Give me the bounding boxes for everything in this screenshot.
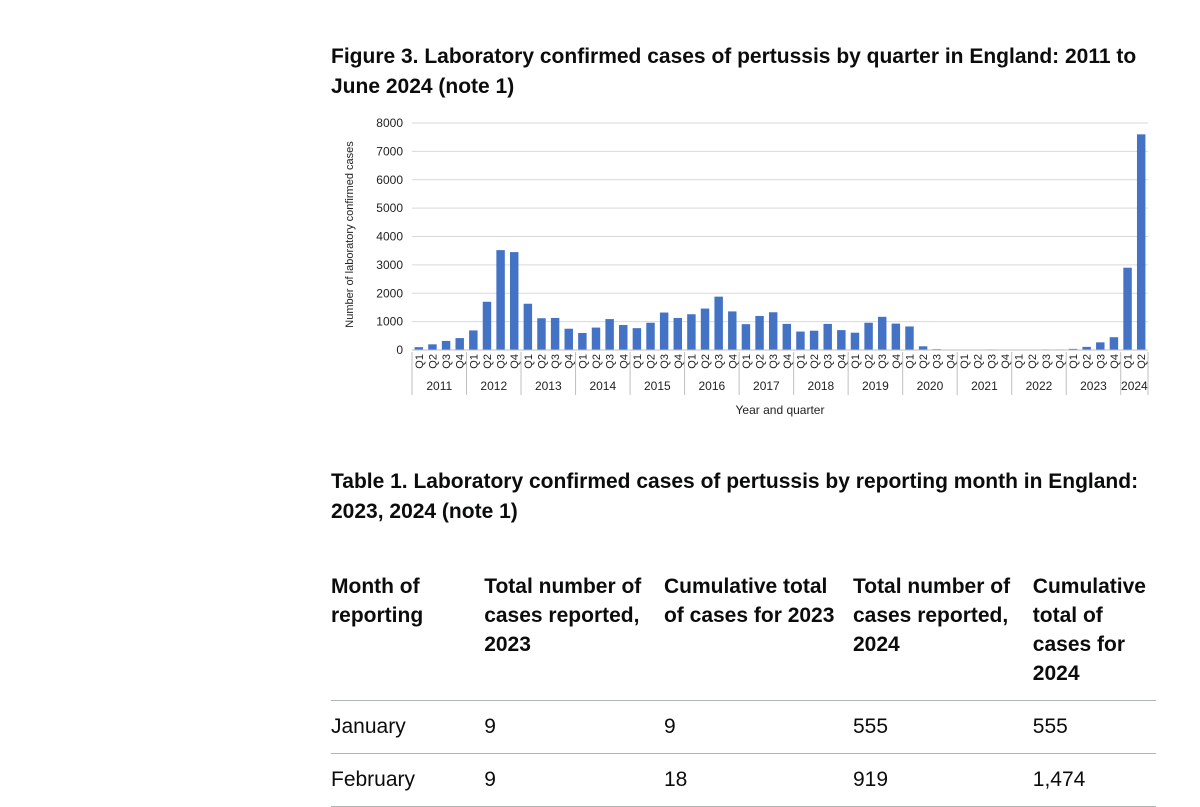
bar (633, 328, 641, 350)
bar (810, 331, 818, 350)
year-label: 2016 (699, 379, 726, 393)
bar (783, 324, 791, 350)
bar (646, 323, 654, 350)
bar (905, 326, 913, 350)
y-tick-label: 8000 (376, 116, 403, 130)
x-tick-label: Q3 (550, 354, 562, 369)
x-tick-label: Q4 (618, 354, 630, 369)
bar (742, 324, 750, 350)
year-label: 2017 (753, 379, 780, 393)
y-tick-label: 2000 (376, 286, 403, 300)
table-cell: 9 (484, 754, 664, 807)
year-label: 2022 (1026, 379, 1053, 393)
year-label: 2021 (971, 379, 998, 393)
x-tick-label: Q4 (673, 354, 685, 369)
column-header-total-2024: Total number of cases reported, 2024 (853, 572, 1033, 701)
x-tick-label: Q1 (1123, 354, 1135, 369)
x-tick-label: Q1 (577, 354, 589, 369)
x-tick-label: Q3 (714, 354, 726, 369)
bar (755, 316, 763, 350)
bar (837, 330, 845, 350)
x-tick-label: Q2 (973, 354, 985, 369)
x-tick-label: Q3 (823, 354, 835, 369)
table-cell: January (331, 701, 484, 754)
y-axis-title: Number of laboratory confirmed cases (344, 141, 356, 328)
x-tick-label: Q1 (414, 354, 426, 369)
bar (551, 318, 559, 350)
table-title: Table 1. Laboratory confirmed cases of pertussis by reporting month in England: 2023, 2024 (note 1) (331, 467, 1151, 527)
year-label: 2018 (808, 379, 835, 393)
bar (769, 312, 777, 350)
x-tick-label: Q1 (850, 354, 862, 369)
bar (578, 333, 586, 350)
bar (455, 338, 463, 350)
x-tick-label: Q3 (496, 354, 508, 369)
bar (674, 318, 682, 350)
bar (1123, 268, 1131, 350)
x-tick-label: Q1 (795, 354, 807, 369)
x-tick-label: Q2 (646, 354, 658, 369)
bar (619, 325, 627, 350)
x-tick-label: Q2 (918, 354, 930, 369)
x-tick-label: Q1 (1068, 354, 1080, 369)
x-tick-label: Q1 (523, 354, 535, 369)
y-tick-label: 4000 (376, 230, 403, 244)
bar (864, 323, 872, 350)
x-tick-label: Q2 (864, 354, 876, 369)
bar (1096, 342, 1104, 350)
year-label: 2012 (480, 379, 507, 393)
x-tick-label: Q3 (441, 354, 453, 369)
bar (524, 304, 532, 350)
table-cell: 9 (484, 701, 664, 754)
year-label: 2023 (1080, 379, 1107, 393)
bar (714, 297, 722, 350)
x-tick-label: Q4 (836, 354, 848, 369)
x-tick-label: Q2 (755, 354, 767, 369)
x-tick-label: Q3 (1041, 354, 1053, 369)
year-label: 2013 (535, 379, 562, 393)
bar (728, 311, 736, 350)
x-tick-label: Q1 (741, 354, 753, 369)
x-tick-label: Q2 (1027, 354, 1039, 369)
x-tick-label: Q1 (1014, 354, 1026, 369)
bar (605, 319, 613, 350)
bar (1110, 337, 1118, 350)
year-label: 2024 (1121, 379, 1148, 393)
table-cell: 555 (853, 701, 1033, 754)
bar (687, 314, 695, 350)
table-cell: February (331, 754, 484, 807)
bar (428, 344, 436, 350)
x-tick-label: Q2 (536, 354, 548, 369)
table-cell: 919 (853, 754, 1033, 807)
bar-chart (330, 110, 1160, 430)
cases-table (331, 572, 1156, 807)
figure-title: Figure 3. Laboratory confirmed cases of pertussis by quarter in England: 2011 to June 2024 (note 1) (331, 42, 1151, 102)
x-tick-label: Q3 (659, 354, 671, 369)
x-tick-label: Q4 (782, 354, 794, 369)
bar (483, 302, 491, 350)
x-tick-label: Q3 (768, 354, 780, 369)
bar (510, 252, 518, 350)
x-tick-label: Q4 (727, 354, 739, 369)
x-tick-label: Q4 (564, 354, 576, 369)
x-tick-label: Q2 (482, 354, 494, 369)
x-tick-label: Q3 (1095, 354, 1107, 369)
table-cell: 9 (664, 701, 853, 754)
x-tick-label: Q2 (427, 354, 439, 369)
year-label: 2015 (644, 379, 671, 393)
bar (878, 317, 886, 350)
x-tick-label: Q1 (468, 354, 480, 369)
x-tick-label: Q2 (700, 354, 712, 369)
bar (565, 329, 573, 350)
y-tick-label: 0 (396, 343, 403, 357)
x-axis-title: Year and quarter (736, 403, 825, 417)
x-tick-label: Q1 (686, 354, 698, 369)
bar (796, 332, 804, 350)
y-tick-label: 1000 (376, 315, 403, 329)
bar (592, 328, 600, 350)
x-tick-label: Q2 (591, 354, 603, 369)
x-tick-label: Q1 (904, 354, 916, 369)
bar (537, 318, 545, 350)
x-tick-label: Q3 (605, 354, 617, 369)
year-label: 2011 (426, 379, 452, 393)
x-tick-label: Q3 (877, 354, 889, 369)
column-header-total-2023: Total number of cases reported, 2023 (484, 572, 664, 701)
bar (442, 341, 450, 350)
table-row (331, 754, 1156, 807)
bar (823, 324, 831, 350)
table-row (331, 701, 1156, 754)
bar (851, 333, 859, 350)
bar (496, 250, 504, 350)
year-label: 2014 (589, 379, 616, 393)
bar (892, 324, 900, 350)
x-tick-label: Q4 (945, 354, 957, 369)
y-tick-label: 3000 (376, 258, 403, 272)
x-tick-label: Q4 (1000, 354, 1012, 369)
bar (701, 309, 709, 350)
table-cell: 18 (664, 754, 853, 807)
column-header-cumulative-2023: Cumulative total of cases for 2023 (664, 572, 853, 701)
table-header-row (331, 572, 1156, 701)
x-tick-label: Q1 (632, 354, 644, 369)
bar (1137, 134, 1145, 350)
x-tick-label: Q4 (891, 354, 903, 369)
x-tick-label: Q4 (1054, 354, 1066, 369)
bar (919, 346, 927, 350)
x-tick-label: Q4 (509, 354, 521, 369)
x-tick-label: Q3 (932, 354, 944, 369)
bar (660, 313, 668, 350)
y-tick-label: 7000 (376, 144, 403, 158)
column-header-month: Month of reporting (331, 572, 484, 701)
x-tick-label: Q2 (809, 354, 821, 369)
table-cell: 1,474 (1033, 754, 1156, 807)
x-tick-label: Q2 (1136, 354, 1148, 369)
x-tick-label: Q2 (1082, 354, 1094, 369)
year-label: 2020 (917, 379, 944, 393)
year-label: 2019 (862, 379, 889, 393)
x-tick-label: Q4 (1109, 354, 1121, 369)
x-tick-label: Q1 (959, 354, 971, 369)
x-tick-label: Q3 (986, 354, 998, 369)
bar (469, 330, 477, 350)
y-tick-label: 5000 (376, 201, 403, 215)
x-tick-label: Q4 (455, 354, 467, 369)
y-tick-label: 6000 (376, 173, 403, 187)
column-header-cumulative-2024: Cumulative total of cases for 2024 (1033, 572, 1156, 701)
table-cell: 555 (1033, 701, 1156, 754)
